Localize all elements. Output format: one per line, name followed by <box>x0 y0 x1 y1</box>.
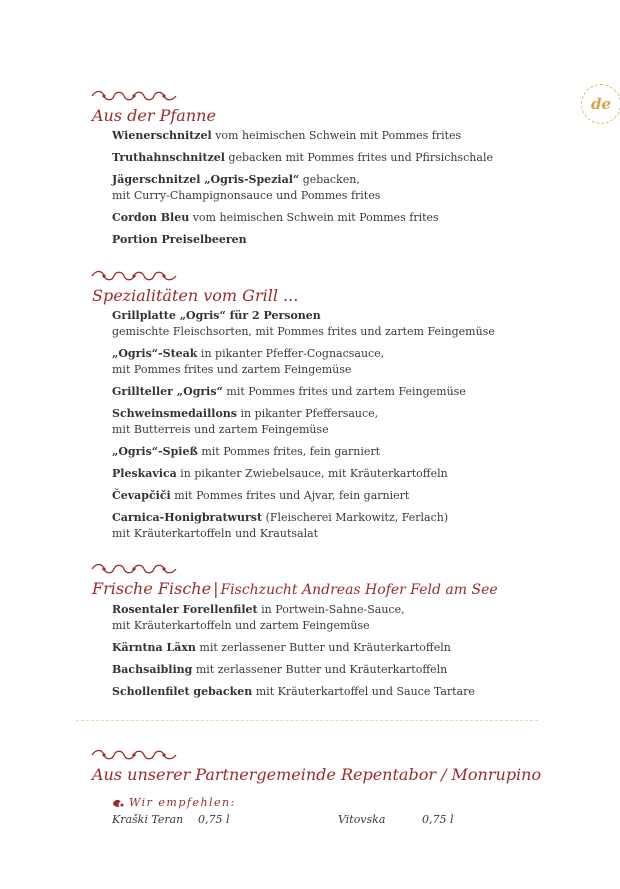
menu-item <box>112 210 590 226</box>
item-desc: gebacken, <box>299 173 360 186</box>
menu-item <box>112 466 590 482</box>
wine-name: Vitovska <box>338 813 386 826</box>
menu-item <box>112 406 590 438</box>
item-desc: in Portwein-Sahne-Sauce, <box>257 603 405 616</box>
item-name: „Ogris“-Steak <box>112 347 198 360</box>
item-list <box>112 602 590 700</box>
item-desc: in pikanter Zwiebelsauce, mit Kräuterkartoffeln <box>176 467 448 480</box>
menu-item <box>112 346 590 378</box>
menu-item <box>112 232 590 248</box>
item-name: Grillplatte „Ogris“ für 2 Personen <box>112 309 321 322</box>
section-grill <box>90 270 590 548</box>
wine-name: Kraški Teran <box>112 813 184 826</box>
scroll-ornament-icon <box>90 270 178 282</box>
section-divider <box>76 720 538 721</box>
menu-item <box>112 128 590 144</box>
section-title: Aus unserer Partnergemeinde Repentabor / Monrupino <box>92 765 542 784</box>
item-list <box>112 308 590 542</box>
wine-size: 0,75 l <box>198 813 230 826</box>
item-name: Bachsaibling <box>112 663 193 676</box>
menu-item <box>112 444 590 460</box>
menu-item <box>112 384 590 400</box>
scroll-ornament-icon <box>90 563 178 575</box>
item-desc: vom heimischen Schwein mit Pommes frites <box>189 211 439 224</box>
item-name: Jägerschnitzel „Ogris-Spezial“ <box>112 173 300 186</box>
item-desc: mit zerlassener Butter und Kräuterkartoffeln <box>195 641 451 654</box>
section-fische <box>90 563 590 706</box>
item-name: Schweinsmedaillons <box>112 407 237 420</box>
item-desc-line2: mit Pommes frites und zartem Feingemüse <box>112 363 352 376</box>
grape-leaf-icon <box>112 798 124 808</box>
recommend-heading-text: Wir empfehlen: <box>129 796 236 809</box>
section-title-main: Frische Fische <box>92 579 212 598</box>
item-desc: mit Pommes frites und zartem Feingemüse <box>222 385 466 398</box>
item-desc-line2: mit Kräuterkartoffeln und Krautsalat <box>112 527 319 540</box>
item-desc: in pikanter Pfeffersauce, <box>237 407 379 420</box>
item-desc: (Fleischerei Markowitz, Ferlach) <box>262 511 449 524</box>
scroll-ornament-icon <box>90 90 178 102</box>
item-name: Wienerschnitzel <box>112 129 212 142</box>
item-name: Kärntna Läxn <box>112 641 196 654</box>
item-name: Pleskavica <box>112 467 177 480</box>
menu-item <box>112 172 590 204</box>
item-name: Čevapčiči <box>112 489 171 502</box>
item-name: Grillteller „Ogris“ <box>112 385 223 398</box>
item-desc: mit Pommes frites und Ajvar, fein garniert <box>170 489 410 502</box>
section-pfanne <box>90 90 590 254</box>
menu-item <box>112 308 590 340</box>
title-separator: | <box>213 579 219 598</box>
section-title: Spezialitäten vom Grill ... <box>92 286 299 305</box>
language-badge-label: de <box>590 95 612 113</box>
wine-recommendation <box>112 796 532 828</box>
scroll-ornament-icon <box>90 749 178 761</box>
item-desc-line2: mit Curry-Champignonsauce und Pommes frites <box>112 189 381 202</box>
item-desc: mit zerlassener Butter und Kräuterkartoffeln <box>192 663 448 676</box>
item-desc: vom heimischen Schwein mit Pommes frites <box>211 129 462 142</box>
item-list <box>112 128 590 248</box>
item-desc-line2: mit Kräuterkartoffeln und zartem Feingemüse <box>112 619 370 632</box>
menu-item <box>112 150 590 166</box>
item-name: Truthahnschnitzel <box>112 151 225 164</box>
menu-item <box>112 662 590 678</box>
item-desc: mit Kräuterkartoffel und Sauce Tartare <box>252 685 475 698</box>
section-title: Aus der Pfanne <box>92 106 216 125</box>
item-desc-line2: gemischte Fleischsorten, mit Pommes frites und zartem Feingemüse <box>112 325 495 338</box>
menu-item <box>112 684 590 700</box>
item-desc: gebacken mit Pommes frites und Pfirsichschale <box>224 151 493 164</box>
item-name: Schollenfilet gebacken <box>112 685 253 698</box>
item-name: Cordon Bleu <box>112 211 190 224</box>
item-name: Carnica-Honigbratwurst <box>112 511 263 524</box>
item-name: „Ogris“-Spieß <box>112 445 198 458</box>
menu-item <box>112 488 590 504</box>
menu-item <box>112 602 590 634</box>
item-desc: mit Pommes frites, fein garniert <box>197 445 381 458</box>
menu-item <box>112 510 590 542</box>
item-name: Rosentaler Forellenfilet <box>112 603 258 616</box>
item-desc: in pikanter Pfeffer-Cognacsauce, <box>197 347 385 360</box>
section-partner <box>90 749 590 785</box>
wine-row <box>112 812 532 828</box>
section-subtitle: Fischzucht Andreas Hofer Feld am See <box>220 582 498 598</box>
item-desc-line2: mit Butterreis und zartem Feingemüse <box>112 423 329 436</box>
recommend-heading <box>112 796 532 810</box>
menu-item <box>112 640 590 656</box>
item-name: Portion Preiselbeeren <box>112 233 247 246</box>
section-title <box>92 579 590 600</box>
wine-size: 0,75 l <box>422 813 454 826</box>
